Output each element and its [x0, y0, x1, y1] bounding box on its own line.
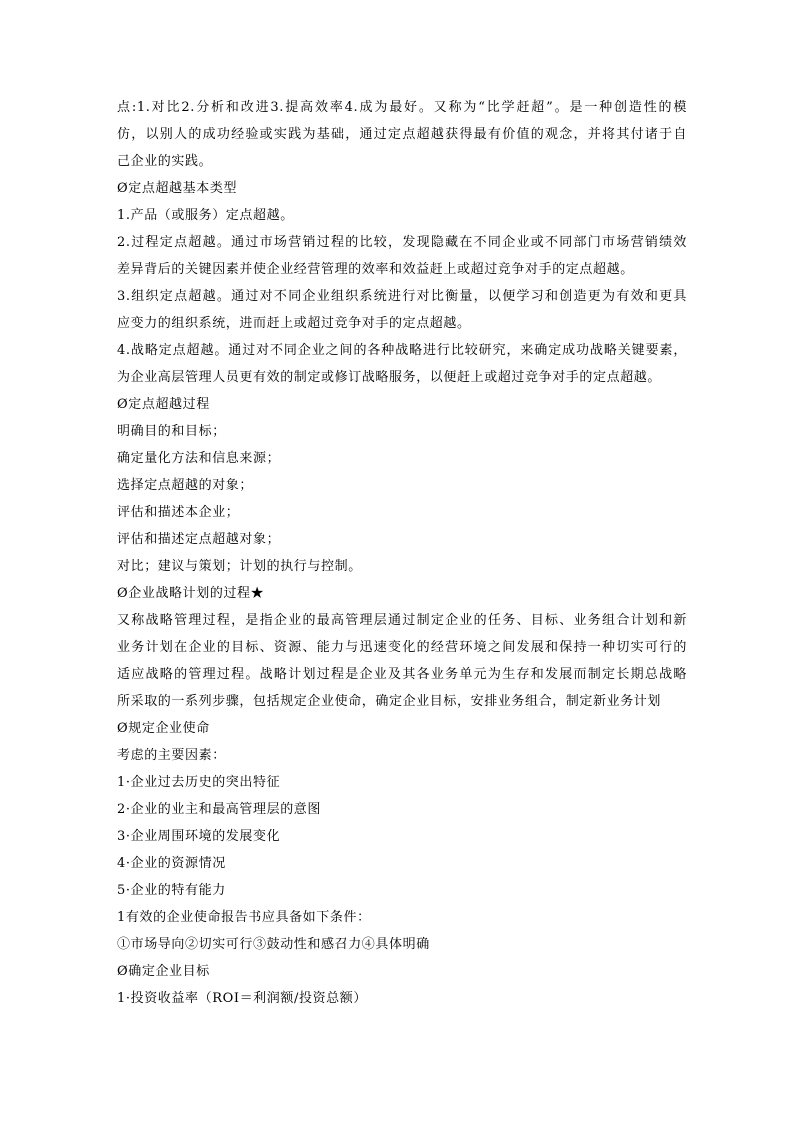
text-line: 1.产品（或服务）定点超越。: [117, 208, 294, 223]
text-line: 明确目的和目标；: [117, 424, 226, 439]
paragraph: [117, 823, 687, 850]
paragraph: [117, 985, 687, 1012]
text-line: 1·企业过去历史的突出特征: [117, 775, 281, 790]
text-line: 1有效的企业使命报告书应具备如下条件：: [117, 910, 371, 925]
text-line: 确定量化方法和信息来源；: [117, 451, 281, 466]
paragraph: [117, 850, 687, 877]
text-line: 应变力的组织系统，进而赶上或超过竞争对手的定点超越。: [117, 316, 471, 331]
paragraph: [117, 94, 687, 175]
text-line: 选择定点超越的对象；: [117, 478, 254, 493]
text-line: 4.战略定点超越。通过对不同企业之间的各种战略进行比较研究，来确定成功战略关键要素，: [117, 343, 687, 358]
paragraph: [117, 337, 687, 391]
text-line: 业务计划在企业的目标、资源、能力与迅速变化的经营环境之间发展和保持一种切实可行的: [117, 640, 687, 655]
paragraph: [117, 715, 687, 742]
paragraph: [117, 904, 687, 931]
text-line: 适应战略的管理过程。战略计划过程是企业及其各业务单元为生存和发展而制定长期总战略: [117, 667, 687, 682]
paragraph: [117, 175, 687, 202]
text-line: 5·企业的特有能力: [117, 883, 226, 898]
paragraph: [117, 580, 687, 607]
text-line: 点:1.对比2.分析和改进3.提高效率4.成为最好。又称为“比学赶超”。是一种创造性的模: [117, 100, 687, 115]
paragraph: [117, 796, 687, 823]
text-line: 考虑的主要因素：: [117, 748, 226, 763]
text-line: ①市场导向②切实可行③鼓动性和感召力④具体明确: [117, 937, 430, 952]
paragraph: [117, 472, 687, 499]
text-line: 仿，以别人的成功经验或实践为基础，通过定点超越获得最有价值的观念，并将其付诸于自: [117, 127, 687, 142]
text-line: 己企业的实践。: [117, 154, 213, 169]
text-line: 评估和描述定点超越对象；: [117, 532, 281, 547]
text-line: 为企业高层管理人员更有效的制定或修订战略服务，以便赶上或超过竞争对手的定点超越。: [117, 370, 662, 385]
paragraph: [117, 769, 687, 796]
text-line: 差异背后的关键因素并使企业经营管理的效率和效益赶上或超过竞争对手的定点超越。: [117, 262, 634, 277]
text-line: 2·企业的业主和最高管理层的意图: [117, 802, 322, 817]
paragraph: [117, 499, 687, 526]
text-line: 3.组织定点超越。通过对不同企业组织系统进行对比衡量，以便学习和创造更为有效和更具: [117, 289, 687, 304]
document-body: [117, 94, 687, 1012]
paragraph: [117, 391, 687, 418]
text-line: 4·企业的资源情况: [117, 856, 226, 871]
paragraph: [117, 229, 687, 283]
paragraph: [117, 931, 687, 958]
paragraph: [117, 202, 687, 229]
paragraph: [117, 553, 687, 580]
text-line: 3·企业周围环境的发展变化: [117, 829, 281, 844]
text-line: 2.过程定点超越。通过市场营销过程的比较，发现隐藏在不同企业或不同部门市场营销绩效: [117, 235, 687, 250]
paragraph: [117, 283, 687, 337]
paragraph: [117, 445, 687, 472]
text-line: 1·投资收益率（ROI＝利润额/投资总额）: [117, 991, 367, 1006]
paragraph: [117, 958, 687, 985]
text-line: 又称战略管理过程，是指企业的最高管理层通过制定企业的任务、目标、业务组合计划和新: [117, 613, 687, 628]
text-line: Ø规定企业使命: [117, 721, 210, 736]
paragraph: [117, 526, 687, 553]
paragraph: [117, 418, 687, 445]
paragraph: [117, 877, 687, 904]
text-line: Ø企业战略计划的过程★: [117, 586, 265, 601]
text-line: 对比；建议与策划；计划的执行与控制。: [117, 559, 362, 574]
text-line: Ø定点超越过程: [117, 397, 210, 412]
text-line: 所采取的一系列步骤，包括规定企业使命，确定企业目标，安排业务组合，制定新业务计划: [117, 694, 662, 709]
paragraph: [117, 742, 687, 769]
paragraph: [117, 607, 687, 715]
text-line: Ø定点超越基本类型: [117, 181, 238, 196]
text-line: 评估和描述本企业；: [117, 505, 240, 520]
text-line: Ø确定企业目标: [117, 964, 210, 979]
